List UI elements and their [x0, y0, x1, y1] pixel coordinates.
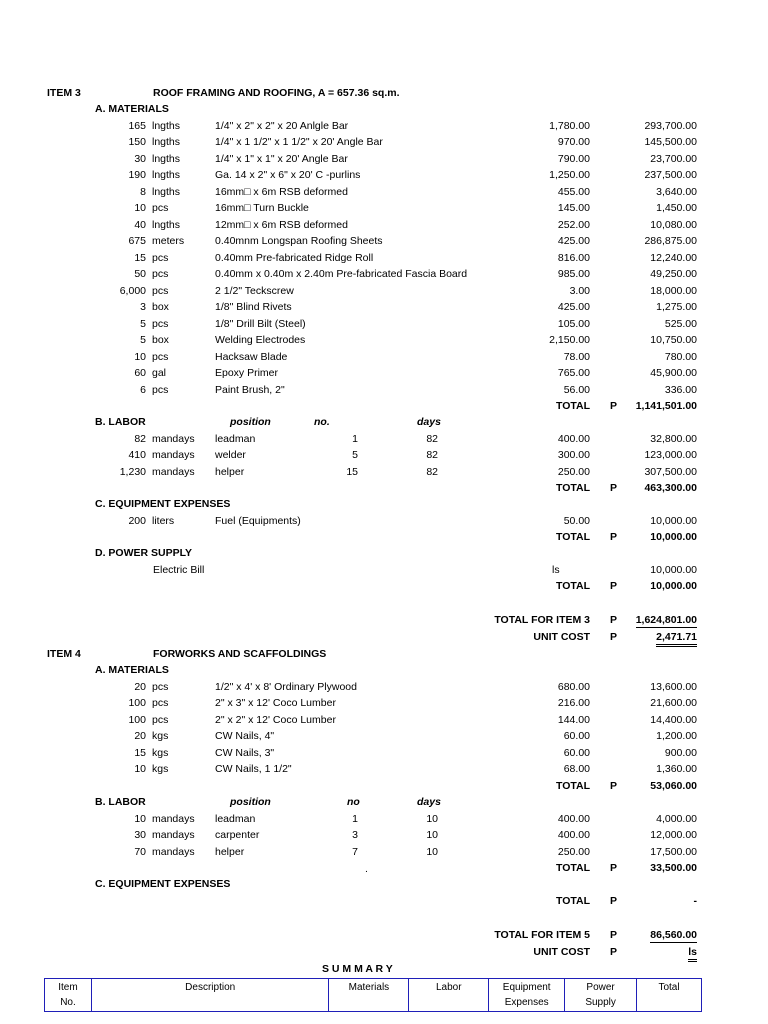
summary-col-power: Power Supply — [565, 979, 637, 1012]
total-label: TOTAL — [555, 895, 590, 907]
peso-sign: P — [609, 400, 617, 412]
material-unit: lngths — [152, 185, 181, 198]
material-qty: 6,000 — [119, 284, 146, 297]
material-description: 1/4" x 2" x 2" x 20 Anlgle Bar — [215, 119, 349, 132]
item-label: ITEM 3 — [47, 87, 81, 99]
material-description: Welding Electrodes — [215, 334, 306, 346]
peso-sign: P — [609, 895, 617, 907]
material-description: CW Nails, 1 1/2" — [215, 763, 292, 775]
labor-qty: 10 — [134, 812, 146, 825]
material-unit: lngths — [152, 218, 181, 231]
material-qty: 20 — [134, 680, 146, 693]
material-unit: box — [152, 334, 169, 346]
material-description: 2 1/2" Teckscrew — [215, 284, 294, 297]
material-description: 16mm□ Turn Buckle — [215, 202, 309, 214]
peso-sign: P — [609, 482, 617, 494]
material-amount: 286,875.00 — [644, 235, 697, 247]
summary-col-item-no: Item No. — [45, 979, 92, 1012]
labor-col-no: no. — [314, 416, 330, 428]
material-qty: 30 — [134, 152, 146, 165]
material-amount: 14,400.00 — [650, 713, 697, 726]
summary-col-labor: Labor — [409, 979, 489, 1012]
unit-cost-amount: 2,471.71 — [656, 630, 697, 647]
labor-rate: 300.00 — [557, 449, 590, 461]
labor-no: 1 — [352, 432, 358, 445]
material-unit-price: 252.00 — [557, 218, 590, 231]
labor-no: 1 — [352, 812, 358, 825]
summary-header-row — [45, 979, 702, 1012]
material-description: 1/8" Blind Rivets — [215, 301, 292, 313]
material-unit: pcs — [152, 680, 169, 693]
material-amount: 237,500.00 — [644, 169, 697, 181]
material-unit: lngths — [152, 169, 181, 181]
material-qty: 60 — [134, 367, 146, 379]
labor-no: 15 — [346, 465, 358, 478]
materials-heading: A. MATERIALS — [95, 103, 169, 115]
peso-sign: P — [609, 580, 617, 592]
material-unit: pcs — [152, 317, 169, 330]
labor-days: 10 — [426, 845, 438, 858]
labor-unit: mandays — [152, 432, 195, 445]
summary-col-equipment: Equipment Expenses — [489, 979, 565, 1012]
material-description: 12mm□ x 6m RSB deformed — [215, 218, 348, 231]
labor-unit: mandays — [152, 829, 195, 841]
material-unit-price: 60.00 — [563, 730, 590, 742]
material-description: CW Nails, 4" — [215, 730, 275, 742]
power-description: Electric Bill — [153, 563, 205, 576]
material-qty: 100 — [128, 697, 146, 709]
material-unit-price: 2,150.00 — [549, 334, 590, 346]
material-unit: pcs — [152, 350, 169, 363]
material-description: 0.40mm Pre-fabricated Ridge Roll — [215, 251, 374, 264]
material-unit: pcs — [152, 251, 169, 264]
material-qty: 15 — [134, 251, 146, 264]
total-amount: 1,141,501.00 — [635, 400, 697, 412]
item-title: FORWORKS AND SCAFFOLDINGS — [153, 648, 327, 660]
material-amount: 18,000.00 — [650, 284, 697, 297]
equipment-qty: 200 — [128, 514, 146, 527]
labor-heading: B. LABOR — [95, 796, 146, 808]
material-unit: pcs — [152, 697, 169, 709]
material-qty: 10 — [134, 350, 146, 363]
labor-qty: 410 — [128, 449, 146, 461]
labor-amount: 17,500.00 — [650, 845, 697, 858]
power-heading: D. POWER SUPPLY — [95, 547, 193, 559]
power-amount: 10,000.00 — [650, 563, 697, 576]
material-unit-price: 144.00 — [557, 713, 590, 726]
material-unit-price: 145.00 — [557, 202, 590, 214]
material-description: CW Nails, 3" — [215, 746, 275, 759]
material-qty: 3 — [140, 301, 146, 313]
labor-no: 7 — [352, 845, 358, 858]
labor-rate: 250.00 — [557, 465, 590, 478]
material-unit: pcs — [152, 202, 169, 214]
grand-total-label: TOTAL FOR ITEM 5 — [494, 929, 590, 941]
labor-rate: 250.00 — [557, 845, 590, 858]
material-unit: pcs — [152, 713, 169, 726]
material-unit: pcs — [152, 268, 169, 280]
grand-total-amount: 86,560.00 — [650, 929, 697, 941]
material-unit: kgs — [152, 763, 169, 775]
material-unit-price: 790.00 — [557, 152, 590, 165]
material-description: 2" x 3" x 12' Coco Lumber — [215, 697, 336, 709]
labor-rate: 400.00 — [557, 812, 590, 825]
material-description: 0.40mnm Longspan Roofing Sheets — [215, 235, 383, 247]
material-unit-price: 1,250.00 — [549, 169, 590, 181]
material-description: Epoxy Primer — [215, 367, 279, 379]
labor-days: 10 — [426, 812, 438, 825]
labor-position: helper — [215, 465, 245, 478]
material-unit: kgs — [152, 730, 169, 742]
material-amount: 525.00 — [664, 317, 697, 330]
material-amount: 1,450.00 — [656, 202, 697, 214]
material-description: Ga. 14 x 2" x 6" x 20' C -purlins — [215, 169, 361, 181]
summary-title: S U M M A R Y — [322, 963, 393, 975]
total-label: TOTAL — [555, 400, 590, 412]
material-unit-price: 68.00 — [563, 763, 590, 775]
material-amount: 900.00 — [664, 746, 697, 759]
grand-total-amount: 1,624,801.00 — [635, 614, 697, 626]
equipment-amount: 10,000.00 — [650, 514, 697, 527]
peso-sign: P — [609, 862, 617, 874]
material-unit: pcs — [152, 383, 169, 396]
material-unit-price: 816.00 — [557, 251, 590, 264]
total-amount: 10,000.00 — [650, 580, 697, 592]
labor-col-position: position — [230, 416, 271, 428]
unit-cost-label: UNIT COST — [533, 630, 590, 643]
material-unit: kgs — [152, 746, 169, 759]
material-amount: 780.00 — [664, 350, 697, 363]
material-amount: 10,080.00 — [650, 218, 697, 231]
material-amount: 49,250.00 — [650, 268, 697, 280]
material-unit: lngths — [152, 152, 181, 165]
material-amount: 21,600.00 — [650, 697, 697, 709]
material-description: 1/4" x 1 1/2" x 1 1/2" x 20' Angle Bar — [215, 136, 383, 148]
labor-qty: 70 — [134, 845, 146, 858]
material-unit-price: 765.00 — [557, 367, 590, 379]
equipment-unit: liters — [152, 514, 175, 527]
peso-sign: P — [609, 630, 617, 643]
labor-amount: 123,000.00 — [644, 449, 697, 461]
material-qty: 190 — [128, 169, 146, 181]
equipment-rate: 50.00 — [563, 514, 590, 527]
labor-unit: mandays — [152, 812, 195, 825]
equipment-heading: C. EQUIPMENT EXPENSES — [95, 878, 231, 890]
material-unit: gal — [152, 367, 167, 379]
material-description: 0.40mm x 0.40m x 2.40m Pre-fabricated Fascia Board — [215, 268, 468, 280]
labor-col-days: days — [417, 416, 441, 428]
material-amount: 10,750.00 — [650, 334, 697, 346]
total-amount: 463,300.00 — [644, 482, 697, 494]
labor-unit: mandays — [152, 465, 195, 478]
material-amount: 12,240.00 — [650, 251, 697, 264]
material-qty: 5 — [140, 334, 146, 346]
material-unit-price: 60.00 — [563, 746, 590, 759]
equipment-heading: C. EQUIPMENT EXPENSES — [95, 498, 231, 510]
total-amount: 33,500.00 — [650, 862, 697, 874]
material-unit: lngths — [152, 136, 181, 148]
material-unit-price: 680.00 — [557, 680, 590, 693]
material-qty: 165 — [128, 119, 146, 132]
unit-cost-amount: ls — [688, 945, 697, 962]
stray-mark: . — [365, 863, 368, 875]
labor-no: 5 — [352, 449, 358, 461]
labor-rate: 400.00 — [557, 829, 590, 841]
material-amount: 145,500.00 — [644, 136, 697, 148]
total-label: TOTAL — [555, 482, 590, 494]
unit-cost-label: UNIT COST — [533, 945, 590, 958]
material-unit: meters — [152, 235, 185, 247]
power-rate: ls — [552, 563, 560, 576]
material-amount: 336.00 — [664, 383, 697, 396]
material-description: 1/4" x 1" x 1" x 20' Angle Bar — [215, 152, 348, 165]
labor-amount: 4,000.00 — [656, 812, 697, 825]
total-amount: 10,000.00 — [650, 531, 697, 543]
item-label: ITEM 4 — [47, 648, 81, 660]
labor-no: 3 — [352, 829, 358, 841]
material-amount: 13,600.00 — [650, 680, 697, 693]
material-amount: 1,360.00 — [656, 763, 697, 775]
material-amount: 45,900.00 — [650, 367, 697, 379]
material-qty: 50 — [134, 268, 146, 280]
material-unit: pcs — [152, 284, 169, 297]
labor-amount: 32,800.00 — [650, 432, 697, 445]
labor-days: 10 — [426, 829, 438, 841]
labor-position: carpenter — [215, 829, 260, 841]
materials-heading: A. MATERIALS — [95, 664, 169, 676]
total-label: TOTAL — [555, 580, 590, 592]
peso-sign: P — [609, 614, 617, 626]
total-label: TOTAL — [555, 779, 590, 792]
material-description: 2" x 2" x 12' Coco Lumber — [215, 713, 336, 726]
material-qty: 10 — [134, 763, 146, 775]
material-qty: 675 — [128, 235, 146, 247]
material-unit: lngths — [152, 119, 181, 132]
summary-col-total: Total — [637, 979, 702, 1012]
labor-col-position: position — [230, 796, 271, 808]
material-qty: 40 — [134, 218, 146, 231]
material-unit-price: 105.00 — [557, 317, 590, 330]
labor-amount: 12,000.00 — [650, 829, 697, 841]
material-amount: 23,700.00 — [650, 152, 697, 165]
summary-table — [44, 978, 702, 1012]
total-label: TOTAL — [555, 531, 590, 543]
labor-col-no: no — [347, 796, 360, 808]
material-qty: 20 — [134, 730, 146, 742]
material-amount: 1,275.00 — [656, 301, 697, 313]
material-description: 1/2" x 4' x 8' Ordinary Plywood — [215, 680, 357, 693]
total-amount: 53,060.00 — [650, 779, 697, 792]
material-unit-price: 3.00 — [569, 284, 590, 297]
material-unit-price: 970.00 — [557, 136, 590, 148]
labor-days: 82 — [426, 465, 438, 478]
peso-sign: P — [609, 779, 617, 792]
material-unit-price: 56.00 — [563, 383, 590, 396]
material-qty: 5 — [140, 317, 146, 330]
material-amount: 1,200.00 — [656, 730, 697, 742]
total-amount: - — [693, 895, 697, 907]
labor-rate: 400.00 — [557, 432, 590, 445]
labor-unit: mandays — [152, 845, 195, 858]
labor-heading: B. LABOR — [95, 416, 146, 428]
material-qty: 6 — [140, 383, 146, 396]
material-qty: 8 — [140, 185, 146, 198]
peso-sign: P — [609, 929, 617, 941]
material-amount: 293,700.00 — [644, 119, 697, 132]
material-unit-price: 455.00 — [557, 185, 590, 198]
labor-col-days: days — [417, 796, 441, 808]
material-qty: 10 — [134, 202, 146, 214]
material-amount: 3,640.00 — [656, 185, 697, 198]
labor-unit: mandays — [152, 449, 195, 461]
material-unit-price: 1,780.00 — [549, 119, 590, 132]
material-description: 16mm□ x 6m RSB deformed — [215, 185, 348, 198]
material-unit-price: 425.00 — [557, 235, 590, 247]
peso-sign: P — [609, 531, 617, 543]
total-label: TOTAL — [555, 862, 590, 874]
labor-days: 82 — [426, 449, 438, 461]
labor-days: 82 — [426, 432, 438, 445]
peso-sign: P — [609, 945, 617, 958]
item-title: ROOF FRAMING AND ROOFING, A = 657.36 sq.m. — [153, 87, 400, 99]
labor-qty: 82 — [134, 432, 146, 445]
labor-position: leadman — [215, 812, 256, 825]
grand-total-label: TOTAL FOR ITEM 3 — [494, 614, 590, 626]
summary-col-description: Description — [91, 979, 329, 1012]
labor-qty: 1,230 — [119, 465, 146, 478]
material-unit-price: 216.00 — [557, 697, 590, 709]
labor-qty: 30 — [134, 829, 146, 841]
material-unit-price: 985.00 — [557, 268, 590, 280]
material-description: 1/8" Drill Bilt (Steel) — [215, 317, 306, 330]
labor-position: helper — [215, 845, 245, 858]
equipment-description: Fuel (Equipments) — [215, 514, 301, 527]
labor-position: leadman — [215, 432, 256, 445]
summary-col-materials: Materials — [329, 979, 409, 1012]
material-qty: 150 — [128, 136, 146, 148]
material-unit: box — [152, 301, 169, 313]
labor-amount: 307,500.00 — [644, 465, 697, 478]
labor-position: welder — [215, 449, 246, 461]
material-qty: 15 — [134, 746, 146, 759]
material-qty: 100 — [128, 713, 146, 726]
material-unit-price: 425.00 — [557, 301, 590, 313]
material-unit-price: 78.00 — [563, 350, 590, 363]
material-description: Paint Brush, 2" — [215, 383, 285, 396]
material-description: Hacksaw Blade — [215, 350, 288, 363]
